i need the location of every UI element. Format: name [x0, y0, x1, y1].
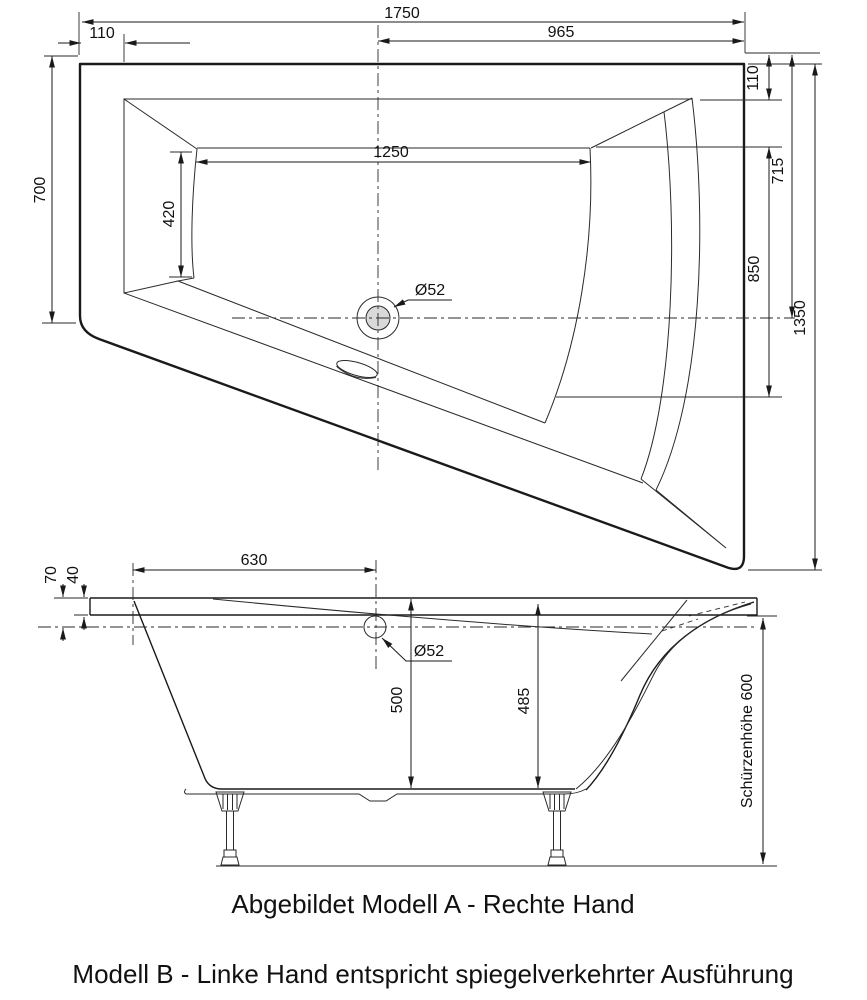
shell-bottom [185, 789, 587, 801]
top-view [32, 5, 822, 570]
right-outline [586, 602, 754, 790]
caption-model-a: Abgebildet Modell A - Rechte Hand [231, 889, 635, 919]
right-interior-curve [576, 604, 751, 789]
corner-slope-lines [124, 98, 692, 293]
foot-right [543, 792, 571, 866]
dim-70-label: 70 [43, 566, 60, 584]
dim-left-rim-label: 110 [89, 25, 115, 42]
back-rim-edge [213, 599, 652, 634]
backrest-inner-arc [641, 112, 672, 479]
drain-diameter-label-side: Ø52 [413, 643, 445, 660]
dim-715-label: 715 [770, 157, 787, 185]
backrest-corner-lines [641, 479, 726, 548]
dim-40-label: 40 [65, 566, 82, 584]
dim-overall-depth-label: 1350 [792, 300, 809, 336]
dim-drain-distance-label: 630 [240, 552, 268, 569]
apron-height-label: Schürzenhöhe 600 [739, 673, 756, 809]
dim-850-label: 850 [746, 255, 763, 283]
captions [72, 889, 793, 989]
dim-basin-length-label: 1250 [373, 144, 409, 161]
dim-depth-back-label: 485 [516, 687, 533, 715]
dim-depth-front-label: 500 [389, 686, 406, 714]
rim-band [90, 598, 757, 616]
caption-model-b: Modell B - Linke Hand entspricht spiegelverkehrter Ausführung [72, 959, 794, 989]
dim-right-section-label: 965 [547, 24, 575, 41]
drain-diameter-label-top: Ø52 [414, 282, 446, 299]
extension-lines-side-view [54, 598, 777, 866]
basin-floor-outline [178, 148, 591, 423]
dim-left-end-label: 700 [32, 176, 49, 204]
dim-overall-width-label: 1750 [384, 5, 420, 22]
foot-left [216, 792, 244, 866]
dim-basin-left-label: 420 [161, 200, 178, 228]
side-view [38, 552, 777, 866]
backrest-outer-arc [656, 98, 700, 490]
drain-leader-top [394, 300, 452, 307]
dim-right-rim-label: 110 [745, 65, 762, 91]
tub-outer-rim [80, 64, 744, 569]
interior-left-wall [134, 601, 575, 789]
